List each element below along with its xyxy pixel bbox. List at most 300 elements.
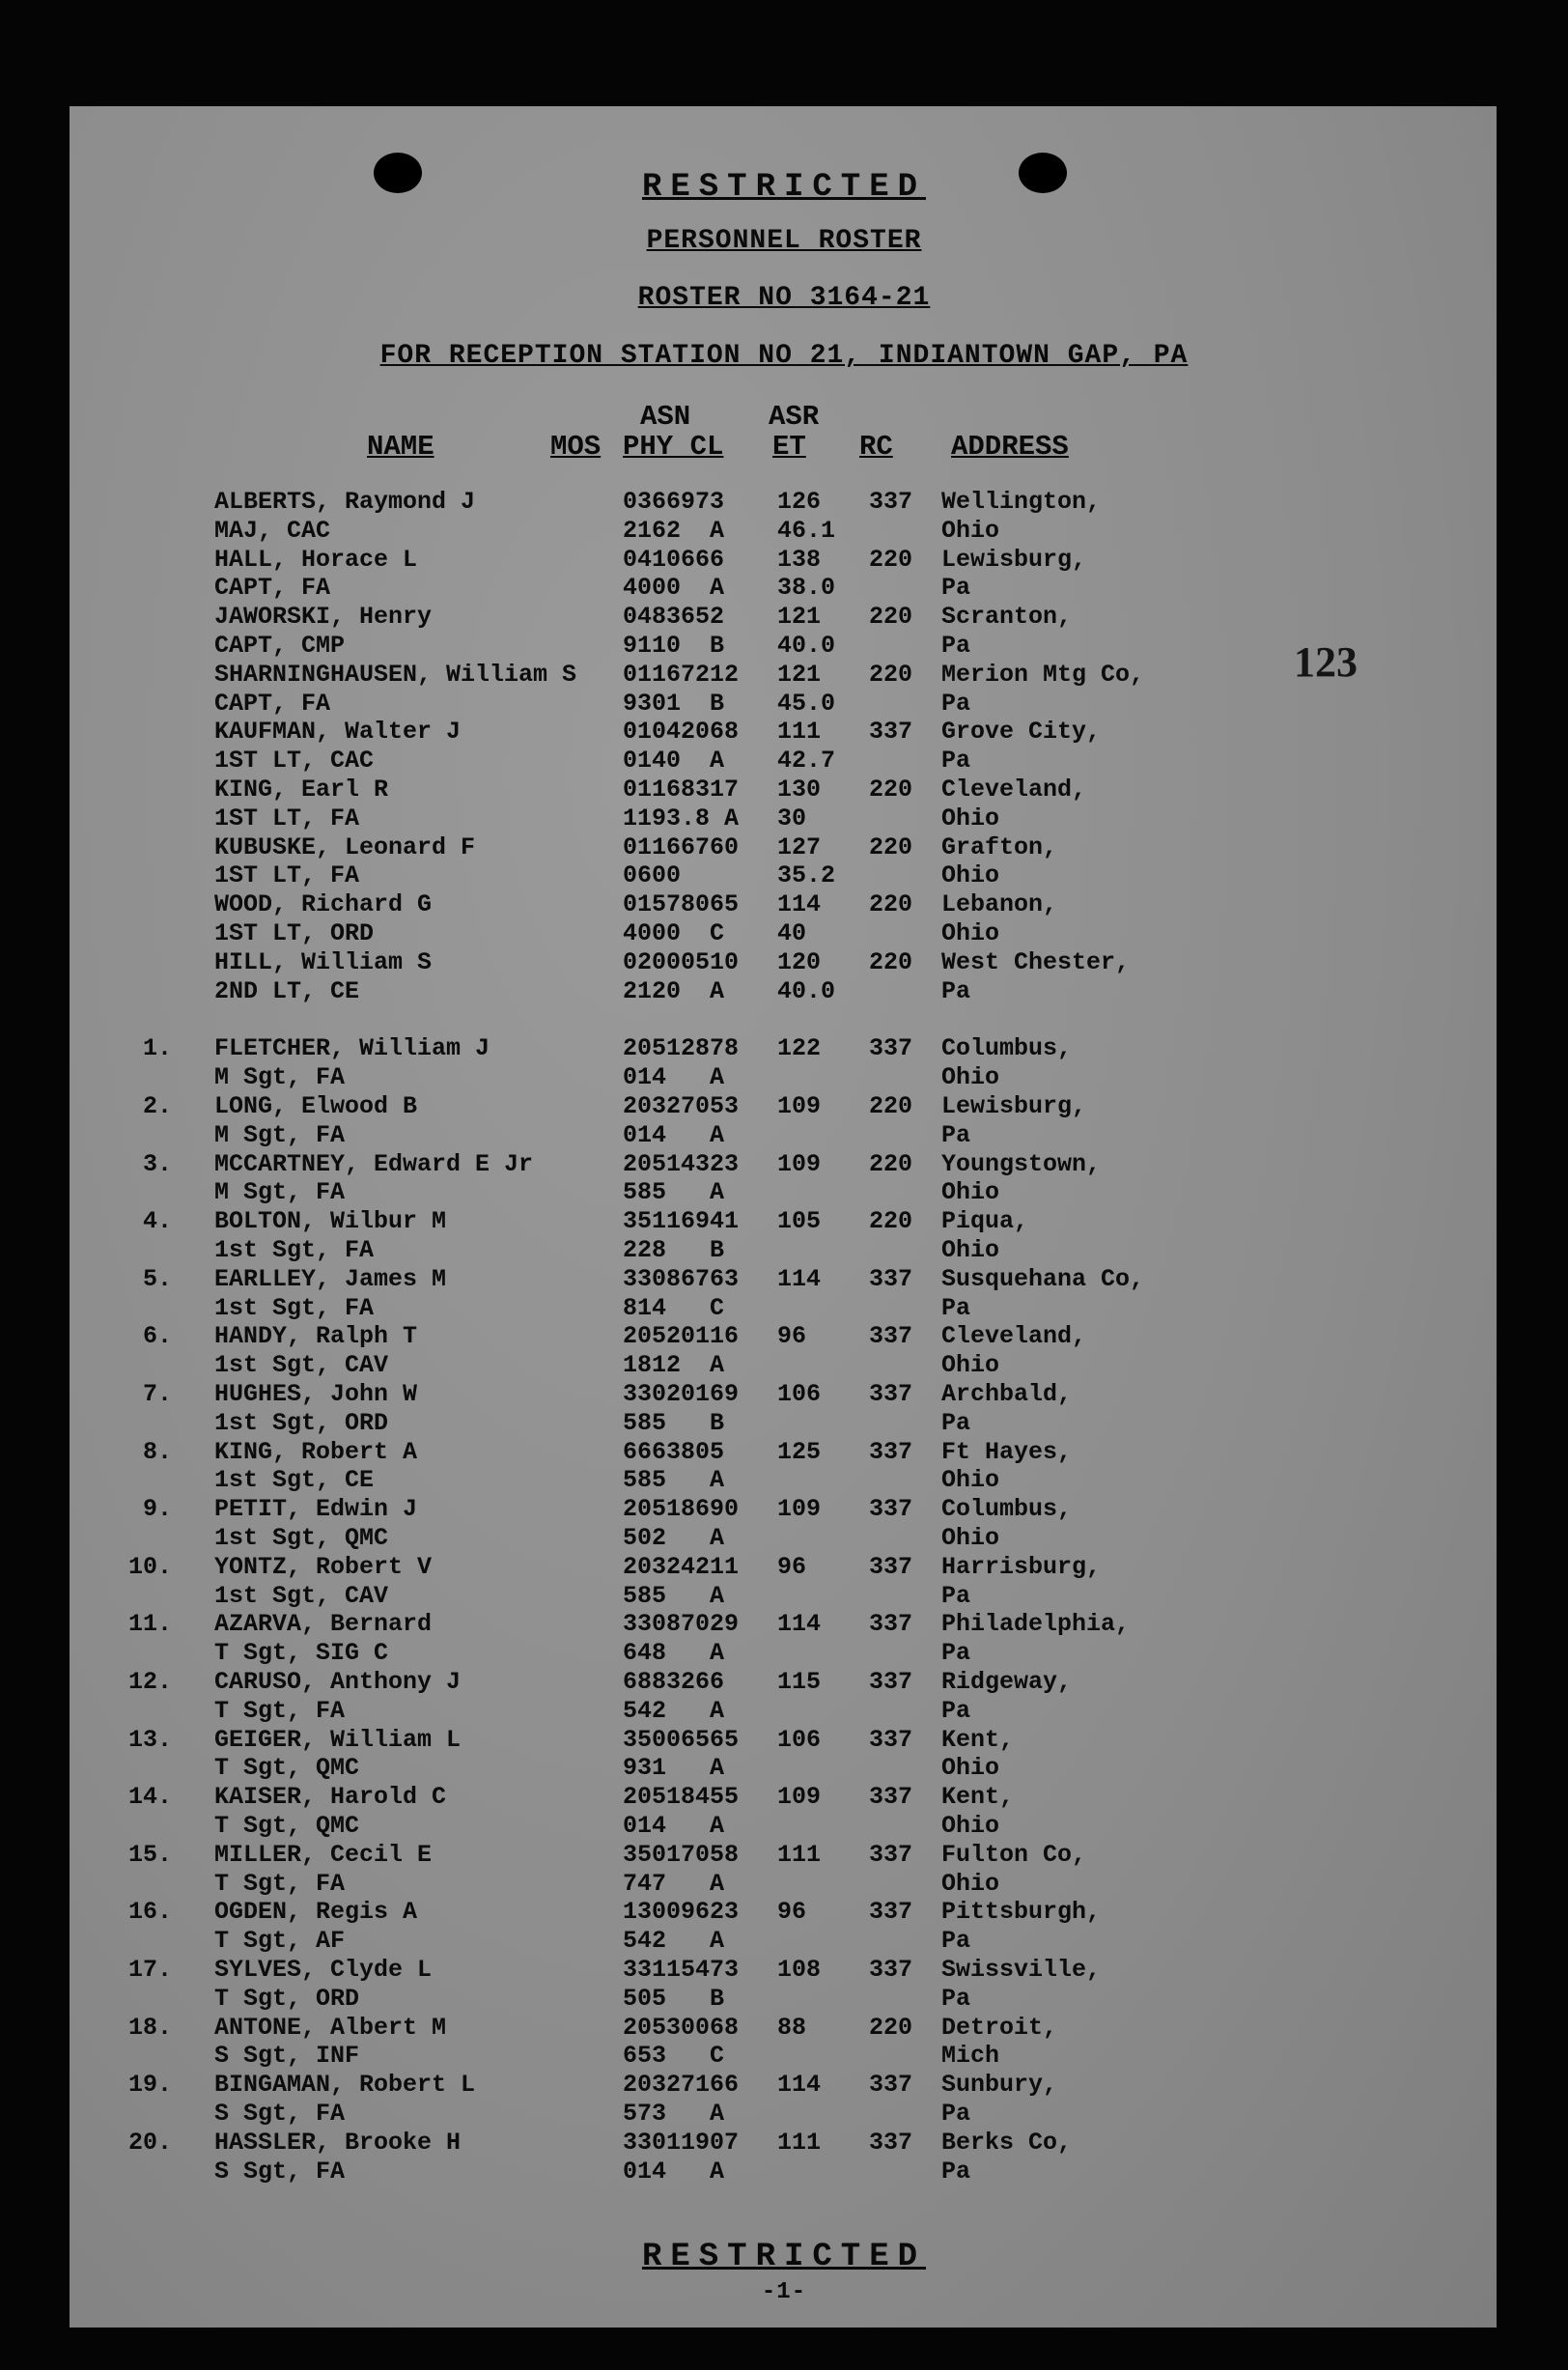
row-name: 1st Sgt, FA xyxy=(214,1294,375,1322)
table-row xyxy=(0,1985,1568,2014)
row-address: Columbus, xyxy=(941,1495,1073,1523)
row-rc: 337 xyxy=(869,2129,913,2157)
row-name: 1ST LT, FA xyxy=(214,861,360,889)
table-row xyxy=(0,1265,1568,1294)
row-name: MCCARTNEY, Edward E Jr xyxy=(214,1150,534,1178)
table-row xyxy=(0,2071,1568,2100)
row-number: 2. xyxy=(142,1092,172,1120)
row-asn-phycl: 573 A xyxy=(623,2100,725,2128)
row-asr-et: 109 xyxy=(777,1092,822,1120)
table-row xyxy=(0,1438,1568,1467)
row-name: SYLVES, Clyde L xyxy=(214,1956,433,1984)
table-row xyxy=(0,1726,1568,1755)
row-asr-et: 114 xyxy=(777,1265,822,1293)
table-row xyxy=(0,977,1568,1006)
row-name: 1st Sgt, FA xyxy=(214,1236,375,1264)
row-name: T Sgt, QMC xyxy=(214,1754,360,1782)
column-header-rc: RC xyxy=(859,431,893,463)
row-number: 11. xyxy=(127,1610,172,1638)
row-asn-phycl: 20518690 xyxy=(623,1495,740,1523)
row-name: ALBERTS, Raymond J xyxy=(214,488,476,516)
row-asr-et: 42.7 xyxy=(777,747,836,775)
table-row xyxy=(0,1870,1568,1899)
row-rc: 337 xyxy=(869,1380,913,1408)
table-row xyxy=(0,2129,1568,2158)
row-name: PETIT, Edwin J xyxy=(214,1495,418,1523)
table-row xyxy=(0,574,1568,603)
row-address: Wellington, xyxy=(941,488,1102,516)
table-row xyxy=(0,919,1568,948)
row-address: Grove City, xyxy=(941,718,1102,746)
row-number: 1. xyxy=(142,1034,172,1062)
table-row xyxy=(0,1351,1568,1380)
row-address: Pa xyxy=(941,1697,971,1725)
row-address: West Chester, xyxy=(941,948,1131,976)
station-line: FOR RECEPTION STATION NO 21, INDIANTOWN GAP, PA xyxy=(379,341,1189,371)
row-address: Kent, xyxy=(941,1726,1015,1754)
row-asr-et: 40.0 xyxy=(777,977,836,1005)
row-asr-et: 109 xyxy=(777,1495,822,1523)
row-asr-et: 40.0 xyxy=(777,632,836,660)
row-address: Pa xyxy=(941,1639,971,1667)
row-asn-phycl: 814 C xyxy=(623,1294,725,1322)
row-address: Pa xyxy=(941,1121,971,1149)
row-address: Ohio xyxy=(941,1524,1000,1552)
row-number: 12. xyxy=(127,1668,172,1696)
row-asn-phycl: 0366973 xyxy=(623,488,725,516)
row-address: Ohio xyxy=(941,1870,1000,1898)
row-rc: 220 xyxy=(869,2014,913,2042)
row-asn-phycl: 01168317 xyxy=(623,776,740,804)
row-name: HILL, William S xyxy=(214,948,433,976)
row-name: 1st Sgt, CAV xyxy=(214,1351,389,1379)
row-address: Susquehana Co, xyxy=(941,1265,1145,1293)
row-name: M Sgt, FA xyxy=(214,1121,346,1149)
row-rc: 220 xyxy=(869,661,913,689)
row-rc: 337 xyxy=(869,1322,913,1350)
row-asr-et: 120 xyxy=(777,948,822,976)
row-address: Philadelphia, xyxy=(941,1610,1131,1638)
row-name: T Sgt, AF xyxy=(214,1927,346,1955)
row-number: 16. xyxy=(127,1898,172,1926)
row-rc: 337 xyxy=(869,1610,913,1638)
row-asr-et: 115 xyxy=(777,1668,822,1696)
row-name: YONTZ, Robert V xyxy=(214,1553,433,1581)
row-asn-phycl: 585 B xyxy=(623,1409,725,1437)
row-name: T Sgt, FA xyxy=(214,1870,346,1898)
row-name: S Sgt, FA xyxy=(214,2158,346,2186)
table-row xyxy=(0,861,1568,890)
table-row xyxy=(0,1322,1568,1351)
row-address: Kent, xyxy=(941,1783,1015,1811)
table-row xyxy=(0,1610,1568,1639)
roster-title: PERSONNEL ROSTER xyxy=(646,226,922,256)
row-address: Ohio xyxy=(941,1812,1000,1840)
row-asn-phycl: 542 A xyxy=(623,1697,725,1725)
row-address: Ohio xyxy=(941,1063,1000,1091)
row-address: Fulton Co, xyxy=(941,1841,1087,1869)
row-address: Ohio xyxy=(941,1236,1000,1264)
column-header-address: ADDRESS xyxy=(951,431,1069,463)
row-rc: 337 xyxy=(869,1265,913,1293)
row-asn-phycl: 01042068 xyxy=(623,718,740,746)
row-number: 5. xyxy=(142,1265,172,1293)
row-number: 8. xyxy=(142,1438,172,1466)
row-asn-phycl: 35116941 xyxy=(623,1207,740,1235)
row-asn-phycl: 747 A xyxy=(623,1870,725,1898)
row-asr-et: 111 xyxy=(777,1841,822,1869)
row-rc: 220 xyxy=(869,776,913,804)
row-rc: 337 xyxy=(869,1956,913,1984)
row-address: Pa xyxy=(941,1582,971,1610)
row-asr-et: 108 xyxy=(777,1956,822,1984)
row-asr-et: 105 xyxy=(777,1207,822,1235)
roster-number: ROSTER NO 3164-21 xyxy=(637,283,931,313)
row-address: Swissville, xyxy=(941,1956,1102,1984)
row-address: Ohio xyxy=(941,804,1000,832)
table-row xyxy=(0,603,1568,632)
row-asn-phycl: 01167212 xyxy=(623,661,740,689)
row-name: ANTONE, Albert M xyxy=(214,2014,447,2042)
row-asn-phycl: 0600 xyxy=(623,861,682,889)
row-asn-phycl: 20324211 xyxy=(623,1553,740,1581)
row-asr-et: 138 xyxy=(777,546,822,574)
row-number: 10. xyxy=(127,1553,172,1581)
row-address: Ohio xyxy=(941,919,1000,947)
row-name: 1ST LT, ORD xyxy=(214,919,375,947)
table-row xyxy=(0,2158,1568,2187)
row-address: Ohio xyxy=(941,861,1000,889)
row-asr-et: 96 xyxy=(777,1553,807,1581)
row-asr-et: 35.2 xyxy=(777,861,836,889)
row-asn-phycl: 502 A xyxy=(623,1524,725,1552)
row-address: Pa xyxy=(941,1294,971,1322)
table-row xyxy=(0,488,1568,517)
row-asn-phycl: 6883266 xyxy=(623,1668,725,1696)
table-row xyxy=(0,690,1568,719)
row-rc: 337 xyxy=(869,1553,913,1581)
table-row xyxy=(0,1754,1568,1783)
row-address: Berks Co, xyxy=(941,2129,1073,2157)
row-name: KAUFMAN, Walter J xyxy=(214,718,462,746)
row-name: 1st Sgt, CAV xyxy=(214,1582,389,1610)
row-number: 4. xyxy=(142,1207,172,1235)
row-rc: 337 xyxy=(869,1898,913,1926)
row-asr-et: 106 xyxy=(777,1726,822,1754)
row-name: T Sgt, QMC xyxy=(214,1812,360,1840)
row-address: Pa xyxy=(941,632,971,660)
row-name: WOOD, Richard G xyxy=(214,890,433,918)
row-rc: 337 xyxy=(869,1726,913,1754)
column-header-asr: ASR xyxy=(769,401,820,433)
row-address: Pa xyxy=(941,747,971,775)
row-asn-phycl: 20520116 xyxy=(623,1322,740,1350)
row-rc: 220 xyxy=(869,1092,913,1120)
row-number: 3. xyxy=(142,1150,172,1178)
column-header-asn: ASN xyxy=(640,401,691,433)
row-name: 1st Sgt, ORD xyxy=(214,1409,389,1437)
row-address: Piqua, xyxy=(941,1207,1029,1235)
row-name: LONG, Elwood B xyxy=(214,1092,418,1120)
row-address: Ft Hayes, xyxy=(941,1438,1073,1466)
row-address: Lewisburg, xyxy=(941,546,1087,574)
row-address: Sunbury, xyxy=(941,2071,1058,2099)
row-rc: 220 xyxy=(869,1150,913,1178)
row-address: Ohio xyxy=(941,517,1000,545)
row-name: HASSLER, Brooke H xyxy=(214,2129,462,2157)
row-address: Ohio xyxy=(941,1178,1000,1206)
column-header-mos: MOS xyxy=(550,431,602,463)
row-number: 17. xyxy=(127,1956,172,1984)
row-asr-et: 109 xyxy=(777,1150,822,1178)
table-row xyxy=(0,1553,1568,1582)
row-name: MILLER, Cecil E xyxy=(214,1841,433,1869)
table-row xyxy=(0,890,1568,919)
table-row xyxy=(0,1092,1568,1121)
table-row xyxy=(0,1294,1568,1323)
row-name: CAPT, FA xyxy=(214,574,331,602)
table-row xyxy=(0,718,1568,747)
row-asn-phycl: 4000 A xyxy=(623,574,725,602)
table-row xyxy=(0,1495,1568,1524)
row-number: 19. xyxy=(127,2071,172,2099)
row-number: 7. xyxy=(142,1380,172,1408)
row-number: 9. xyxy=(142,1495,172,1523)
row-address: Lewisburg, xyxy=(941,1092,1087,1120)
page-number: -1- xyxy=(761,2279,807,2305)
row-asn-phycl: 585 A xyxy=(623,1466,725,1494)
row-asn-phycl: 0410666 xyxy=(623,546,725,574)
row-address: Pittsburgh, xyxy=(941,1898,1102,1926)
row-rc: 220 xyxy=(869,890,913,918)
row-asn-phycl: 9110 B xyxy=(623,632,725,660)
table-row xyxy=(0,1121,1568,1150)
row-asn-phycl: 014 A xyxy=(623,2158,725,2186)
row-name: 1ST LT, FA xyxy=(214,804,360,832)
classification-header: RESTRICTED xyxy=(641,169,927,206)
row-asr-et: 96 xyxy=(777,1322,807,1350)
row-name: S Sgt, INF xyxy=(214,2042,360,2070)
row-asn-phycl: 653 C xyxy=(623,2042,725,2070)
row-address: Pa xyxy=(941,690,971,718)
row-asr-et: 114 xyxy=(777,890,822,918)
row-rc: 337 xyxy=(869,488,913,516)
row-asn-phycl: 1812 A xyxy=(623,1351,725,1379)
row-name: KING, Earl R xyxy=(214,776,389,804)
row-asn-phycl: 20514323 xyxy=(623,1150,740,1178)
row-name: CARUSO, Anthony J xyxy=(214,1668,462,1696)
row-rc: 337 xyxy=(869,718,913,746)
row-asn-phycl: 20512878 xyxy=(623,1034,740,1062)
row-rc: 220 xyxy=(869,603,913,631)
row-asn-phycl: 20327166 xyxy=(623,2071,740,2099)
column-header-phy-cl: PHY CL xyxy=(623,431,724,463)
table-row xyxy=(0,1236,1568,1265)
row-address: Pa xyxy=(941,2100,971,2128)
row-asr-et: 121 xyxy=(777,661,822,689)
row-name: T Sgt, FA xyxy=(214,1697,346,1725)
table-row xyxy=(0,1380,1568,1409)
row-name: FLETCHER, William J xyxy=(214,1034,490,1062)
row-address: Pa xyxy=(941,574,971,602)
row-asr-et: 109 xyxy=(777,1783,822,1811)
classification-footer: RESTRICTED xyxy=(641,2239,927,2275)
row-address: Pa xyxy=(941,977,971,1005)
row-name: HUGHES, John W xyxy=(214,1380,418,1408)
table-row xyxy=(0,1639,1568,1668)
table-row xyxy=(0,1207,1568,1236)
row-asn-phycl: 505 B xyxy=(623,1985,725,2013)
row-asr-et: 45.0 xyxy=(777,690,836,718)
row-asn-phycl: 0483652 xyxy=(623,603,725,631)
row-asn-phycl: 33087029 xyxy=(623,1610,740,1638)
row-asn-phycl: 585 A xyxy=(623,1178,725,1206)
row-rc: 220 xyxy=(869,948,913,976)
row-address: Ridgeway, xyxy=(941,1668,1073,1696)
table-row xyxy=(0,2042,1568,2071)
row-number: 18. xyxy=(127,2014,172,2042)
row-number: 20. xyxy=(127,2129,172,2157)
table-row xyxy=(0,1466,1568,1495)
row-asn-phycl: 01166760 xyxy=(623,833,740,861)
row-asn-phycl: 9301 B xyxy=(623,690,725,718)
table-row xyxy=(0,632,1568,661)
row-asn-phycl: 20518455 xyxy=(623,1783,740,1811)
row-address: Mich xyxy=(941,2042,1000,2070)
row-asn-phycl: 542 A xyxy=(623,1927,725,1955)
table-row xyxy=(0,517,1568,546)
row-asr-et: 111 xyxy=(777,718,822,746)
row-asr-et: 130 xyxy=(777,776,822,804)
row-address: Ohio xyxy=(941,1351,1000,1379)
row-address: Youngstown, xyxy=(941,1150,1102,1178)
row-name: EARLLEY, James M xyxy=(214,1265,447,1293)
row-asr-et: 114 xyxy=(777,2071,822,2099)
row-asr-et: 122 xyxy=(777,1034,822,1062)
row-asr-et: 121 xyxy=(777,603,822,631)
row-address: Harrisburg, xyxy=(941,1553,1102,1581)
row-name: AZARVA, Bernard xyxy=(214,1610,433,1638)
row-address: Scranton, xyxy=(941,603,1073,631)
table-row xyxy=(0,1524,1568,1553)
row-number: 14. xyxy=(127,1783,172,1811)
table-row xyxy=(0,1178,1568,1207)
row-name: BOLTON, Wilbur M xyxy=(214,1207,447,1235)
row-asr-et: 96 xyxy=(777,1898,807,1926)
row-name: 1st Sgt, QMC xyxy=(214,1524,389,1552)
row-address: Pa xyxy=(941,2158,971,2186)
table-row xyxy=(0,1783,1568,1812)
row-address: Pa xyxy=(941,1409,971,1437)
table-row xyxy=(0,1409,1568,1438)
table-row xyxy=(0,1063,1568,1092)
table-row xyxy=(0,1898,1568,1927)
row-asn-phycl: 014 A xyxy=(623,1121,725,1149)
row-asn-phycl: 01578065 xyxy=(623,890,740,918)
row-asn-phycl: 33011907 xyxy=(623,2129,740,2157)
table-row xyxy=(0,1668,1568,1697)
row-name: KING, Robert A xyxy=(214,1438,418,1466)
row-rc: 337 xyxy=(869,1783,913,1811)
row-asn-phycl: 1193.8 A xyxy=(623,804,740,832)
row-name: SHARNINGHAUSEN, William S xyxy=(214,661,577,689)
row-name: JAWORSKI, Henry xyxy=(214,603,433,631)
margin-page-number: 123 xyxy=(1294,638,1358,686)
row-rc: 337 xyxy=(869,1668,913,1696)
table-row xyxy=(0,2014,1568,2043)
row-asn-phycl: 2120 A xyxy=(623,977,725,1005)
row-address: Detroit, xyxy=(941,2014,1058,2042)
row-asr-et: 111 xyxy=(777,2129,822,2157)
table-row xyxy=(0,1927,1568,1956)
row-asn-phycl: 931 A xyxy=(623,1754,725,1782)
row-asr-et: 40 xyxy=(777,919,807,947)
row-asr-et: 125 xyxy=(777,1438,822,1466)
row-asr-et: 30 xyxy=(777,804,807,832)
row-asr-et: 46.1 xyxy=(777,517,836,545)
row-asr-et: 127 xyxy=(777,833,822,861)
row-asr-et: 38.0 xyxy=(777,574,836,602)
row-name: KAISER, Harold C xyxy=(214,1783,447,1811)
row-rc: 337 xyxy=(869,1438,913,1466)
row-name: BINGAMAN, Robert L xyxy=(214,2071,476,2099)
row-asn-phycl: 02000510 xyxy=(623,948,740,976)
table-row xyxy=(0,1841,1568,1870)
row-asn-phycl: 0140 A xyxy=(623,747,725,775)
row-name: 1st Sgt, CE xyxy=(214,1466,375,1494)
table-row xyxy=(0,661,1568,690)
row-asn-phycl: 228 B xyxy=(623,1236,725,1264)
row-address: Pa xyxy=(941,1985,971,2013)
row-rc: 337 xyxy=(869,1841,913,1869)
row-name: HALL, Horace L xyxy=(214,546,418,574)
row-address: Ohio xyxy=(941,1466,1000,1494)
table-row xyxy=(0,1150,1568,1179)
table-row xyxy=(0,2100,1568,2129)
row-address: Cleveland, xyxy=(941,1322,1087,1350)
row-rc: 220 xyxy=(869,833,913,861)
table-row xyxy=(0,776,1568,804)
row-rc: 337 xyxy=(869,2071,913,2099)
row-asr-et: 114 xyxy=(777,1610,822,1638)
table-row xyxy=(0,804,1568,833)
row-name: MAJ, CAC xyxy=(214,517,331,545)
row-name: S Sgt, FA xyxy=(214,2100,346,2128)
table-row xyxy=(0,833,1568,862)
row-address: Lebanon, xyxy=(941,890,1058,918)
row-asn-phycl: 585 A xyxy=(623,1582,725,1610)
row-address: Ohio xyxy=(941,1754,1000,1782)
row-name: OGDEN, Regis A xyxy=(214,1898,418,1926)
row-asn-phycl: 13009623 xyxy=(623,1898,740,1926)
row-asn-phycl: 648 A xyxy=(623,1639,725,1667)
row-address: Pa xyxy=(941,1927,971,1955)
row-asn-phycl: 014 A xyxy=(623,1812,725,1840)
row-name: HANDY, Ralph T xyxy=(214,1322,418,1350)
row-rc: 337 xyxy=(869,1495,913,1523)
row-asn-phycl: 33115473 xyxy=(623,1956,740,1984)
row-name: 1ST LT, CAC xyxy=(214,747,375,775)
row-asn-phycl: 35017058 xyxy=(623,1841,740,1869)
row-asn-phycl: 014 A xyxy=(623,1063,725,1091)
row-rc: 220 xyxy=(869,1207,913,1235)
row-number: 6. xyxy=(142,1322,172,1350)
row-name: CAPT, CMP xyxy=(214,632,346,660)
row-asn-phycl: 6663805 xyxy=(623,1438,725,1466)
row-rc: 337 xyxy=(869,1034,913,1062)
table-row xyxy=(0,747,1568,776)
table-row xyxy=(0,546,1568,575)
